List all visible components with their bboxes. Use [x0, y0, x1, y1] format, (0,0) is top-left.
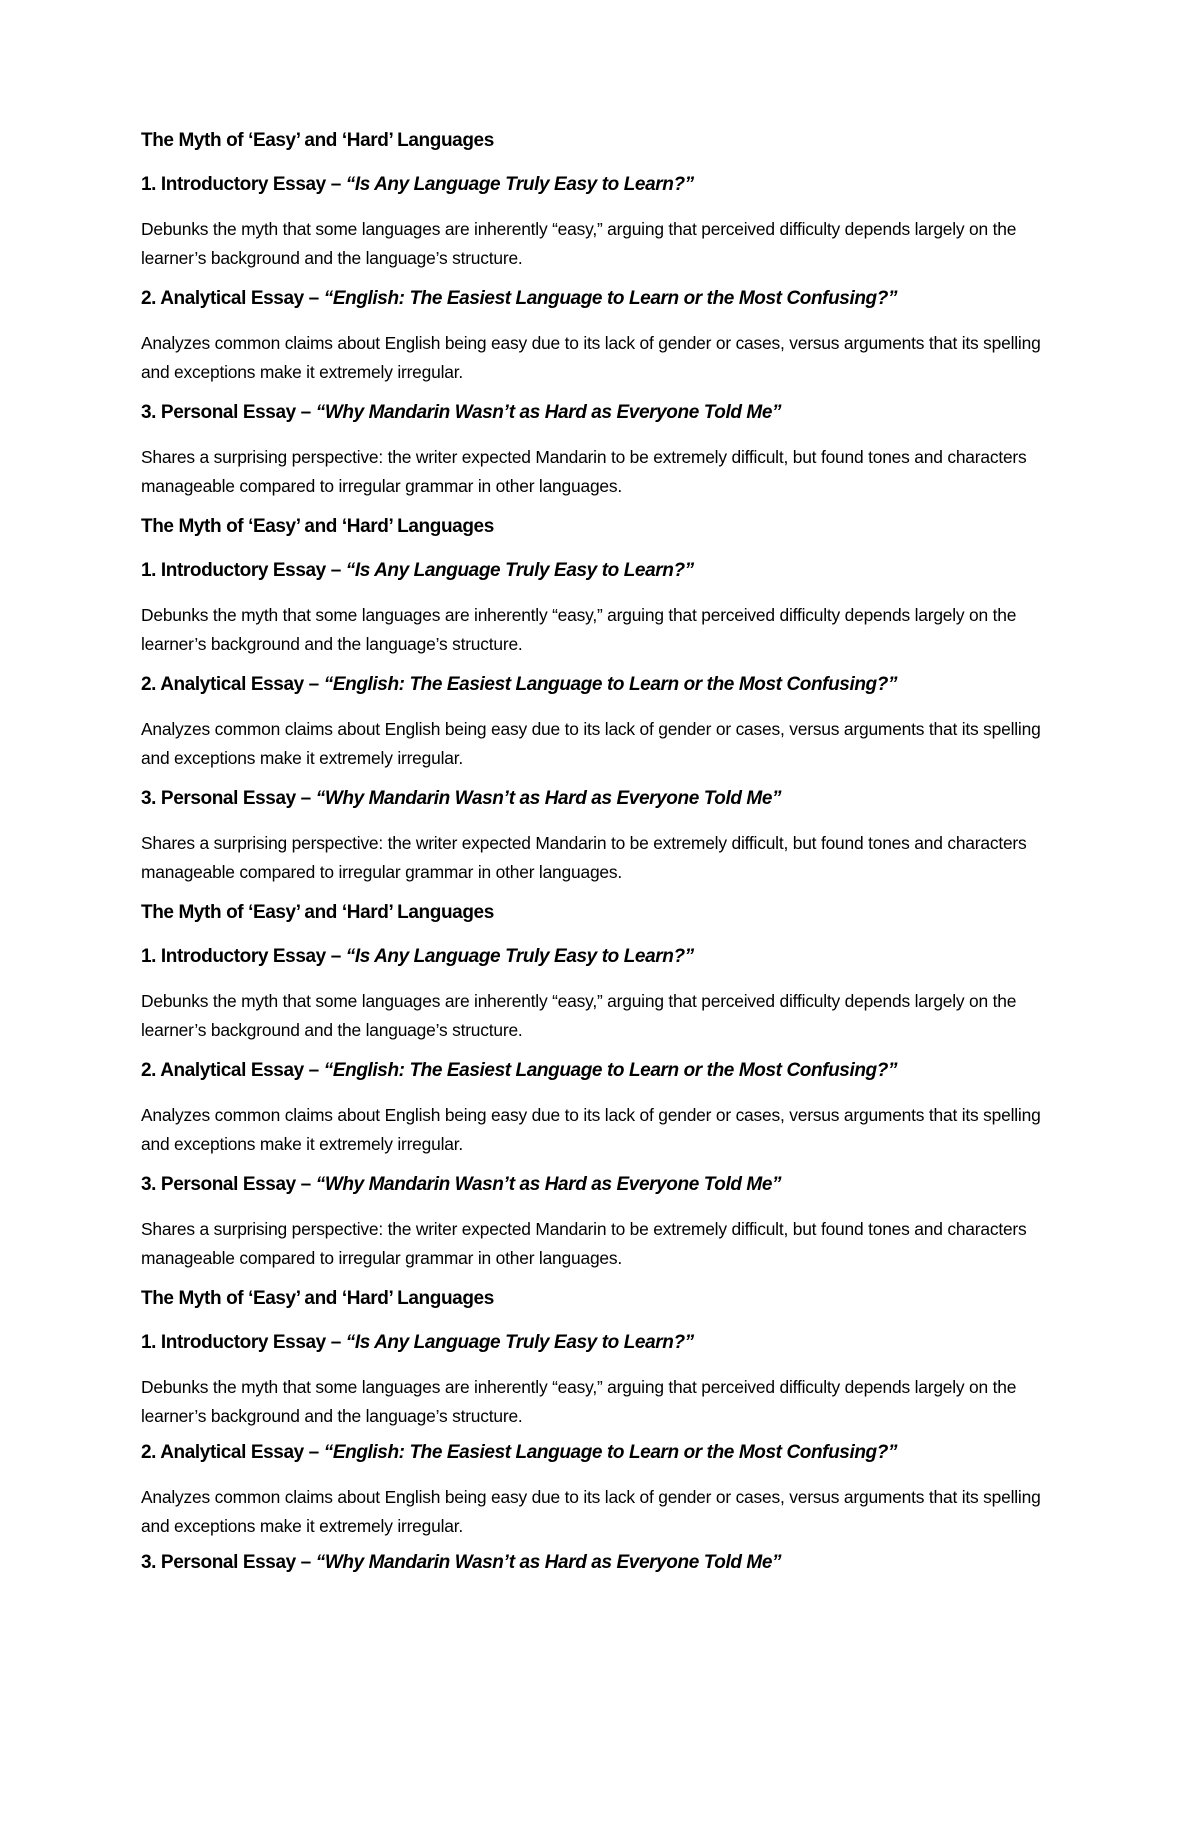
essay-label: 2. Analytical Essay – [141, 1060, 319, 1081]
essay-heading [141, 1172, 1061, 1198]
essay-label: 3. Personal Essay – [141, 1174, 311, 1195]
essay-description: Shares a surprising perspective: the writer expected Mandarin to be extremely difficult, but found tones and characters manageable compared to irregular grammar in other languages. [141, 833, 1027, 882]
essay-heading [141, 172, 1061, 198]
essay-label: 2. Analytical Essay – [141, 288, 319, 309]
essay-title: “Is Any Language Truly Easy to Learn?” [345, 174, 694, 195]
essay-heading [141, 400, 1061, 426]
essay-label: 3. Personal Essay – [141, 402, 311, 423]
essay-heading [141, 786, 1061, 812]
essay-title: “Is Any Language Truly Easy to Learn?” [345, 560, 694, 581]
essay-label: 1. Introductory Essay – [141, 174, 341, 195]
essay-title: “Why Mandarin Wasn’t as Hard as Everyone Told Me” [315, 402, 782, 423]
essay-heading [141, 286, 1061, 312]
essay-description: Debunks the myth that some languages are inherently “easy,” arguing that perceived difficulty depends largely on the learner’s background and the language’s structure. [141, 219, 1017, 268]
essay-title: “Is Any Language Truly Easy to Learn?” [345, 946, 694, 967]
section-title: The Myth of ‘Easy’ and ‘Hard’ Languages [141, 902, 494, 923]
essay-title: “Why Mandarin Wasn’t as Hard as Everyone Told Me” [315, 1552, 782, 1573]
essay-label: 3. Personal Essay – [141, 788, 311, 809]
essay-block [141, 900, 1061, 1273]
essay-label: 1. Introductory Essay – [141, 560, 341, 581]
essay-heading [141, 1330, 1061, 1356]
essay-title: “English: The Easiest Language to Learn or the Most Confusing?” [323, 674, 898, 695]
essay-description: Analyzes common claims about English being easy due to its lack of gender or cases, versus arguments that its spelling and exceptions make it extremely irregular. [141, 719, 1041, 768]
essay-heading [141, 1550, 1061, 1576]
document-body [141, 128, 1061, 1593]
essay-title: “English: The Easiest Language to Learn or the Most Confusing?” [323, 1060, 898, 1081]
essay-block [141, 1286, 1061, 1576]
essay-description: Debunks the myth that some languages are inherently “easy,” arguing that perceived difficulty depends largely on the learner’s background and the language’s structure. [141, 991, 1017, 1040]
essay-description: Analyzes common claims about English being easy due to its lack of gender or cases, versus arguments that its spelling and exceptions make it extremely irregular. [141, 333, 1041, 382]
essay-description: Analyzes common claims about English being easy due to its lack of gender or cases, versus arguments that its spelling and exceptions make it extremely irregular. [141, 1105, 1041, 1154]
essay-heading [141, 558, 1061, 584]
essay-description: Debunks the myth that some languages are inherently “easy,” arguing that perceived difficulty depends largely on the learner’s background and the language’s structure. [141, 1377, 1017, 1426]
essay-description: Shares a surprising perspective: the writer expected Mandarin to be extremely difficult, but found tones and characters manageable compared to irregular grammar in other languages. [141, 1219, 1027, 1268]
essay-heading [141, 672, 1061, 698]
essay-title: “English: The Easiest Language to Learn or the Most Confusing?” [323, 1442, 898, 1463]
essay-heading [141, 944, 1061, 970]
section-title: The Myth of ‘Easy’ and ‘Hard’ Languages [141, 130, 494, 151]
essay-block [141, 514, 1061, 887]
section-title: The Myth of ‘Easy’ and ‘Hard’ Languages [141, 516, 494, 537]
essay-title: “English: The Easiest Language to Learn or the Most Confusing?” [323, 288, 898, 309]
essay-heading [141, 1058, 1061, 1084]
essay-title: “Why Mandarin Wasn’t as Hard as Everyone Told Me” [315, 788, 782, 809]
essay-title: “Why Mandarin Wasn’t as Hard as Everyone Told Me” [315, 1174, 782, 1195]
essay-description: Shares a surprising perspective: the writer expected Mandarin to be extremely difficult, but found tones and characters manageable compared to irregular grammar in other languages. [141, 447, 1027, 496]
essay-description: Analyzes common claims about English being easy due to its lack of gender or cases, versus arguments that its spelling and exceptions make it extremely irregular. [141, 1487, 1041, 1536]
essay-label: 1. Introductory Essay – [141, 1332, 341, 1353]
essay-title: “Is Any Language Truly Easy to Learn?” [345, 1332, 694, 1353]
essay-block [141, 128, 1061, 501]
section-title: The Myth of ‘Easy’ and ‘Hard’ Languages [141, 1288, 494, 1309]
essay-label: 2. Analytical Essay – [141, 674, 319, 695]
essay-label: 1. Introductory Essay – [141, 946, 341, 967]
essay-label: 2. Analytical Essay – [141, 1442, 319, 1463]
essay-description: Debunks the myth that some languages are inherently “easy,” arguing that perceived difficulty depends largely on the learner’s background and the language’s structure. [141, 605, 1017, 654]
essay-label: 3. Personal Essay – [141, 1552, 311, 1573]
essay-heading [141, 1440, 1061, 1466]
